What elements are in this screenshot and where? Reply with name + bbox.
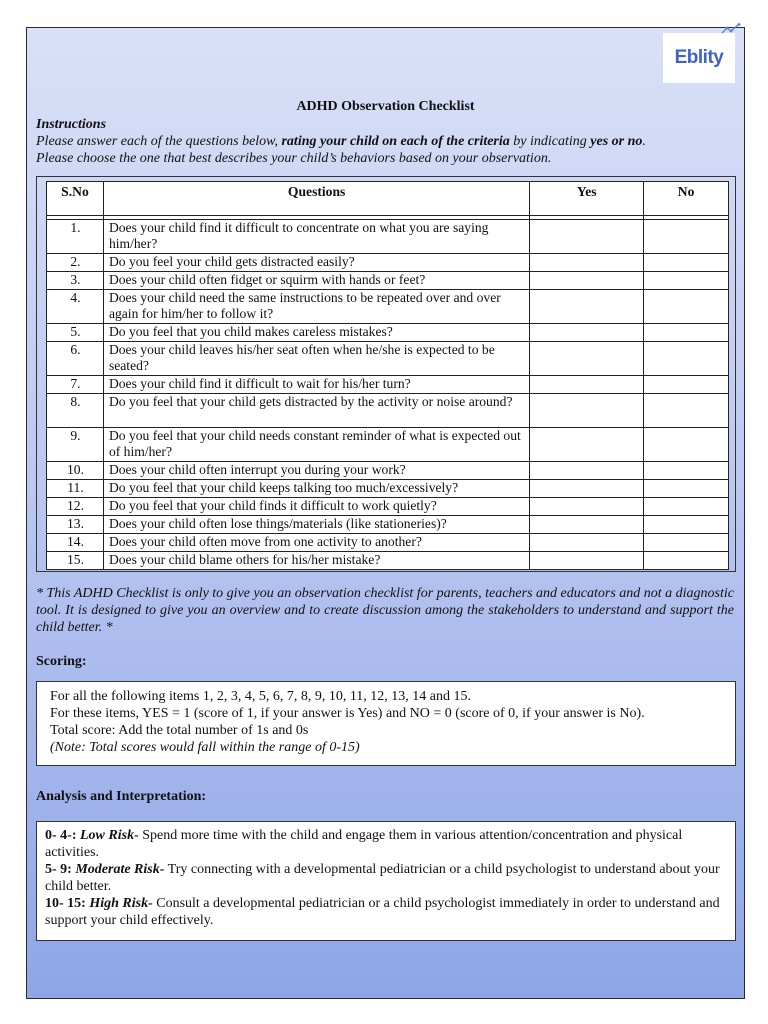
header-no: No — [644, 182, 729, 216]
table-row — [47, 376, 729, 394]
row-number: 7. — [47, 376, 104, 394]
yes-cell[interactable] — [530, 534, 644, 552]
row-number: 2. — [47, 254, 104, 272]
yes-cell[interactable] — [530, 376, 644, 394]
table-row — [47, 342, 729, 376]
checklist-table-frame — [36, 176, 736, 572]
header-yes: Yes — [530, 182, 644, 216]
scoring-heading: Scoring: — [36, 654, 87, 669]
yes-cell[interactable] — [530, 516, 644, 534]
table-row — [47, 428, 729, 462]
header-questions: Questions — [103, 182, 529, 216]
row-question: Do you feel your child gets distracted easily? — [103, 254, 529, 272]
yes-cell[interactable] — [530, 394, 644, 428]
row-question: Does your child find it difficult to wait for his/her turn? — [103, 376, 529, 394]
page-title: ADHD Observation Checklist — [296, 99, 475, 114]
row-question: Does your child blame others for his/her mistake? — [103, 552, 529, 570]
row-question: Does your child find it difficult to concentrate on what you are saying him/her? — [103, 220, 529, 254]
checklist-table — [46, 181, 729, 570]
table-row — [47, 290, 729, 324]
row-question: Does your child often fidget or squirm with hands or feet? — [103, 272, 529, 290]
row-number: 3. — [47, 272, 104, 290]
header-sno: S.No — [47, 182, 104, 216]
instr-text: by indicating — [509, 134, 591, 149]
yes-cell[interactable] — [530, 290, 644, 324]
no-cell[interactable] — [644, 342, 729, 376]
row-number: 6. — [47, 342, 104, 376]
no-cell[interactable] — [644, 498, 729, 516]
risk-text: Consult a developmental pediatrician or a child psychologist immediately in order to understand and support your child effectively. — [45, 896, 720, 928]
no-cell[interactable] — [644, 480, 729, 498]
row-number: 15. — [47, 552, 104, 570]
yes-cell[interactable] — [530, 480, 644, 498]
table-row — [47, 220, 729, 254]
row-number: 12. — [47, 498, 104, 516]
table-row — [47, 462, 729, 480]
instructions-line-1 — [36, 133, 736, 150]
row-number: 13. — [47, 516, 104, 534]
scoring-note: (Note: Total scores would fall within the range of 0-15) — [50, 740, 360, 755]
row-number: 14. — [47, 534, 104, 552]
no-cell[interactable] — [644, 272, 729, 290]
row-question: Do you feel that your child gets distracted by the activity or noise around? — [103, 394, 529, 428]
instructions-line-2: Please choose the one that best describes your child’s behaviors based on your observation. — [36, 151, 552, 166]
table-row — [47, 480, 729, 498]
row-number: 8. — [47, 394, 104, 428]
scoring-line-3: Total score: Add the total number of 1s and 0s — [50, 723, 309, 738]
risk-text: Spend more time with the child and engage them in various attention/concentration and physical activities. — [45, 828, 683, 860]
eblity-logo — [663, 33, 735, 83]
row-question: Does your child need the same instructions to be repeated over and over again for him/her to follow it? — [103, 290, 529, 324]
yes-cell[interactable] — [530, 462, 644, 480]
analysis-box — [36, 821, 736, 941]
table-row — [47, 394, 729, 428]
yes-cell[interactable] — [530, 272, 644, 290]
no-cell[interactable] — [644, 376, 729, 394]
no-cell[interactable] — [644, 290, 729, 324]
risk-range: 0- 4-: — [45, 828, 80, 843]
risk-label: Low Risk- — [80, 828, 139, 843]
yes-cell[interactable] — [530, 498, 644, 516]
no-cell[interactable] — [644, 220, 729, 254]
row-question: Does your child often move from one activity to another? — [103, 534, 529, 552]
table-row — [47, 272, 729, 290]
risk-range: 5- 9: — [45, 862, 76, 877]
table-row — [47, 498, 729, 516]
disclaimer-text: * This ADHD Checklist is only to give you an observation checklist for parents, teachers and educators and not a diagnostic tool. It is designed to give you an overview and to create discussion among the stakeholders to understand and support the child better. * — [36, 586, 734, 635]
row-question: Do you feel that your child finds it difficult to work quietly? — [103, 498, 529, 516]
row-question: Do you feel that you child makes careless mistakes? — [103, 324, 529, 342]
checklist-page — [26, 27, 745, 999]
analysis-item-high — [45, 895, 727, 929]
analysis-heading: Analysis and Interpretation: — [36, 789, 207, 804]
risk-label: Moderate Risk- — [75, 862, 165, 877]
table-row — [47, 516, 729, 534]
no-cell[interactable] — [644, 534, 729, 552]
logo-text: Eblity — [674, 47, 724, 68]
no-cell[interactable] — [644, 428, 729, 462]
scoring-line-1: For all the following items 1, 2, 3, 4, 5, 6, 7, 8, 9, 10, 11, 12, 13, 14 and 15. — [50, 689, 472, 704]
scoring-box — [36, 681, 736, 766]
instr-emphasis: yes or no — [590, 134, 643, 149]
yes-cell[interactable] — [530, 342, 644, 376]
row-question: Do you feel that your child needs constant reminder of what is expected out of him/her? — [103, 428, 529, 462]
row-question: Does your child often interrupt you during your work? — [103, 462, 529, 480]
no-cell[interactable] — [644, 516, 729, 534]
row-number: 4. — [47, 290, 104, 324]
analysis-item-low — [45, 827, 727, 861]
table-row — [47, 552, 729, 570]
no-cell[interactable] — [644, 394, 729, 428]
risk-text: Try connecting with a developmental pediatrician or a child psychologist to understand about your child better. — [45, 862, 720, 894]
yes-cell[interactable] — [530, 220, 644, 254]
trend-line-icon — [721, 23, 741, 35]
row-number: 1. — [47, 220, 104, 254]
instr-text: Please answer each of the questions below, — [36, 134, 282, 149]
row-question: Do you feel that your child keeps talking too much/excessively? — [103, 480, 529, 498]
instr-text: . — [642, 134, 646, 149]
yes-cell[interactable] — [530, 324, 644, 342]
analysis-item-moderate — [45, 861, 727, 895]
yes-cell[interactable] — [530, 254, 644, 272]
scoring-line-2: For these items, YES = 1 (score of 1, if your answer is Yes) and NO = 0 (score of 0, if your answer is No). — [50, 706, 645, 721]
no-cell[interactable] — [644, 462, 729, 480]
row-number: 5. — [47, 324, 104, 342]
no-cell[interactable] — [644, 552, 729, 570]
no-cell[interactable] — [644, 254, 729, 272]
row-question: Does your child often lose things/materials (like stationeries)? — [103, 516, 529, 534]
yes-cell[interactable] — [530, 552, 644, 570]
risk-range: 10- 15: — [45, 896, 90, 911]
no-cell[interactable] — [644, 324, 729, 342]
instructions-heading: Instructions — [36, 117, 107, 132]
table-row — [47, 534, 729, 552]
table-row — [47, 324, 729, 342]
yes-cell[interactable] — [530, 428, 644, 462]
risk-label: High Risk- — [89, 896, 153, 911]
instructions — [36, 116, 736, 167]
row-number: 11. — [47, 480, 104, 498]
row-number: 9. — [47, 428, 104, 462]
table-row — [47, 254, 729, 272]
row-question: Does your child leaves his/her seat often when he/she is expected to be seated? — [103, 342, 529, 376]
instr-emphasis: rating your child on each of the criteria — [281, 134, 510, 149]
row-number: 10. — [47, 462, 104, 480]
